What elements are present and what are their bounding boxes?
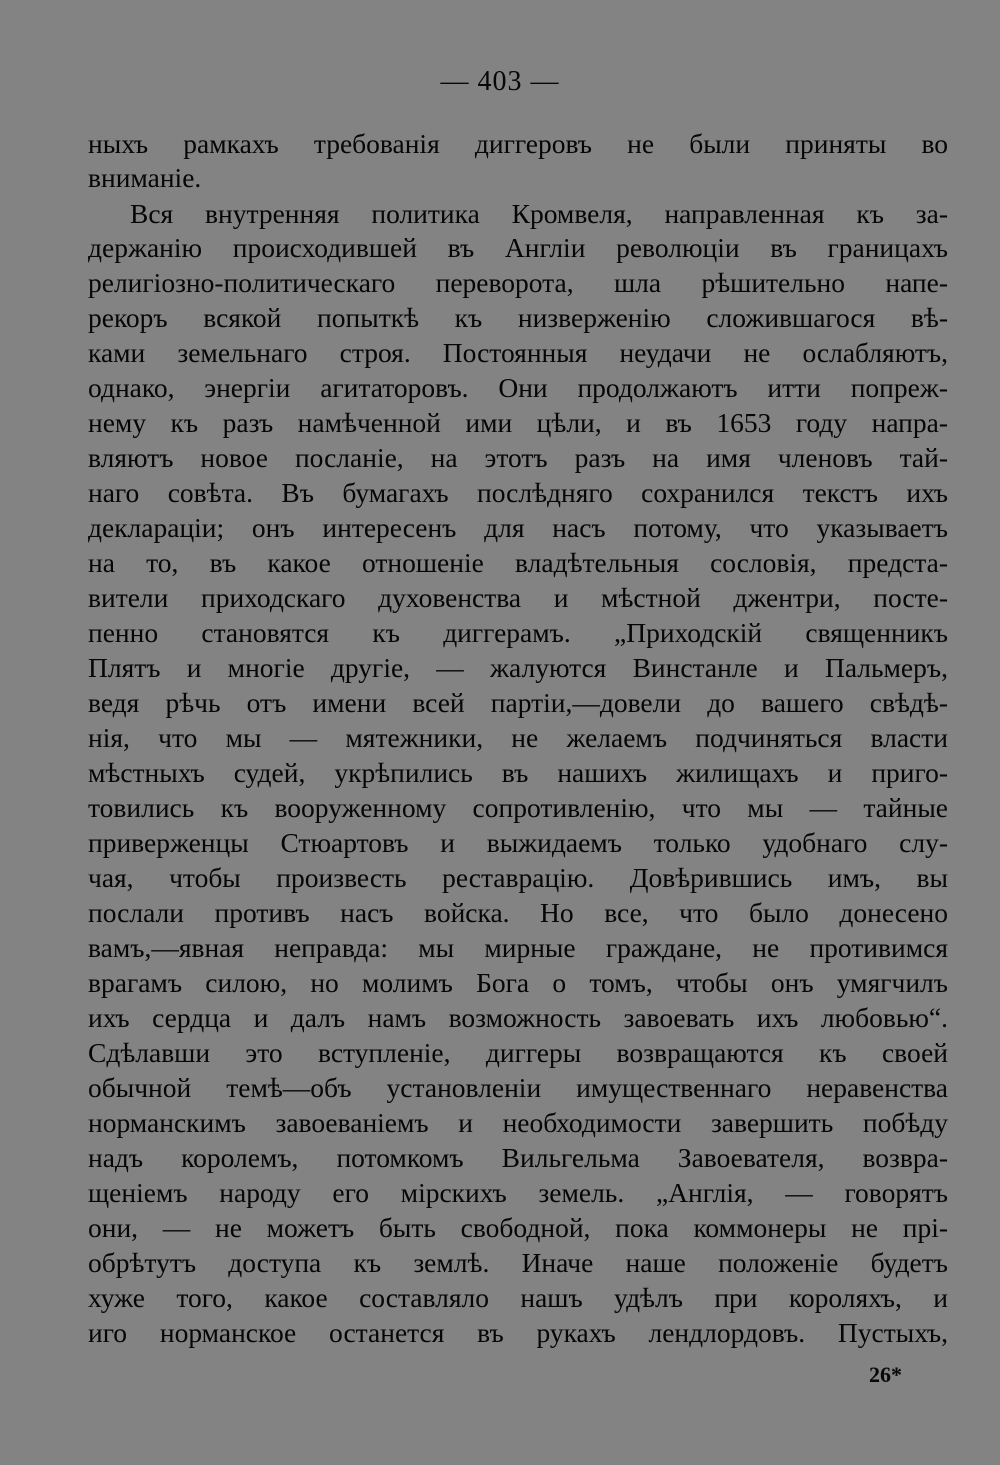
text-line: нему къ разъ намѣченной ими цѣли, и въ 1653 году напра-: [88, 407, 948, 438]
text-line: вниманіе.: [88, 162, 202, 193]
text-line: приверженцы Стюартовъ и выжидаемъ только удобнаго слу-: [88, 827, 948, 858]
text-line: вители приходскаго духовенства и мѣстной джентри, посте-: [88, 582, 948, 613]
text-line: послали противъ насъ войска. Но все, что было донесено: [88, 897, 948, 928]
text-line: Сдѣлавши это вступленіе, диггеры возвращаются къ своей: [88, 1037, 948, 1068]
text-line: религіозно-политическаго переворота, шла рѣшительно напе-: [88, 267, 948, 298]
text-line: ныхъ рамкахъ требованія диггеровъ не были приняты во: [88, 128, 948, 159]
text-line: обычной темѣ—объ установленіи имущественнаго неравенства: [88, 1072, 948, 1103]
signature-mark: 26*: [869, 1362, 902, 1387]
text-line: нія, что мы — мятежники, не желаемъ подчиняться власти: [88, 722, 948, 753]
text-line: Вся внутренняя политика Кромвеля, направленная къ за-: [130, 198, 948, 229]
text-line: пенно становятся къ диггерамъ. „Приходскій священникъ: [88, 617, 948, 648]
text-line: Плятъ и многіе другіе, — жалуются Винстанле и Пальмеръ,: [88, 652, 948, 683]
text-line: ихъ сердца и далъ намъ возможность завоевать ихъ любовью“.: [88, 1002, 948, 1033]
text-line: ведя рѣчь отъ имени всей партіи,—довели до вашего свѣдѣ-: [88, 687, 948, 718]
text-line: товились къ вооруженному сопротивленію, что мы — тайные: [88, 792, 948, 823]
page-number: — 403 —: [440, 66, 560, 97]
text-line: рекоръ всякой попыткѣ къ низверженію сложившагося вѣ-: [88, 302, 948, 333]
text-line: они, — не можетъ быть свободной, пока коммонеры не прі-: [88, 1212, 948, 1243]
text-line: норманскимъ завоеваніемъ и необходимости завершить побѣду: [88, 1107, 948, 1138]
text-line: чая, чтобы произвесть реставрацію. Довѣрившись имъ, вы: [88, 862, 948, 893]
text-line: на то, въ какое отношеніе владѣтельныя сословія, предста-: [88, 547, 948, 578]
text-line: вамъ,—явная неправда: мы мирные граждане, не противимся: [88, 932, 948, 963]
text-line: держанію происходившей въ Англіи революціи въ границахъ: [88, 232, 948, 263]
text-line: иго норманское останется въ рукахъ лендлордовъ. Пустыхъ,: [88, 1317, 948, 1348]
text-line: хуже того, какое составляло нашъ удѣлъ при короляхъ, и: [88, 1282, 948, 1313]
text-line: деклараціи; онъ интересенъ для насъ потому, что указываетъ: [88, 512, 948, 543]
text-line: наго совѣта. Въ бумагахъ послѣдняго сохранился текстъ ихъ: [88, 477, 948, 508]
text-line: обрѣтутъ доступа къ землѣ. Иначе наше положеніе будетъ: [88, 1247, 948, 1278]
text-line: врагамъ силою, но молимъ Бога о томъ, чтобы онъ умягчилъ: [88, 967, 948, 998]
text-line: однако, энергіи агитаторовъ. Они продолжаютъ итти попреж-: [88, 372, 948, 403]
text-line: вляютъ новое посланіе, на этотъ разъ на имя членовъ тай-: [88, 442, 948, 473]
text-line: ками земельнаго строя. Постоянныя неудачи не ослабляютъ,: [88, 337, 948, 368]
text-line: надъ королемъ, потомкомъ Вильгельма Завоевателя, возвра-: [88, 1142, 948, 1173]
text-line: мѣстныхъ судей, укрѣпились въ нашихъ жилищахъ и приго-: [88, 757, 948, 788]
text-line: щеніемъ народу его мірскихъ земель. „Англія, — говорятъ: [88, 1177, 948, 1208]
